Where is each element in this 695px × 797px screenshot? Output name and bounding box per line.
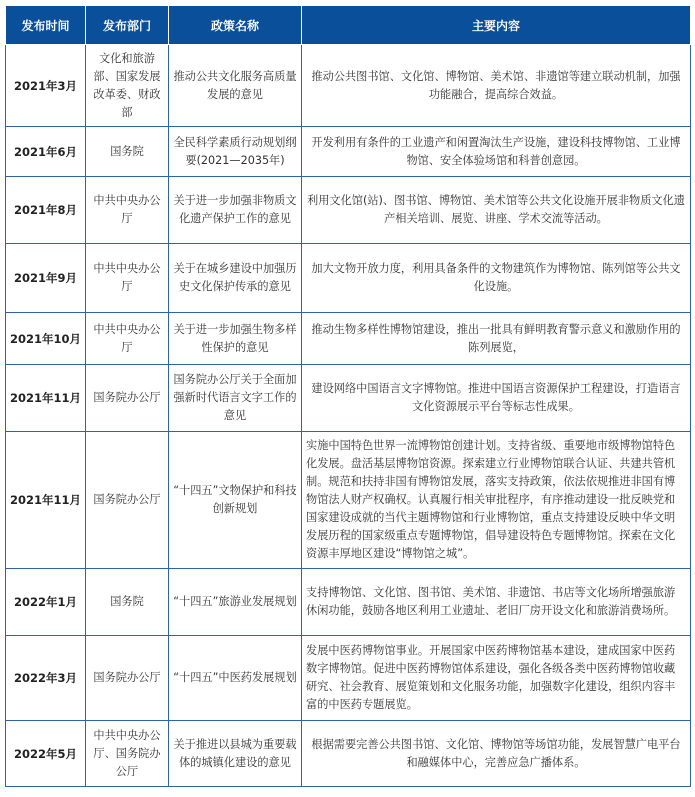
row-dept: 国务院办公厅 bbox=[86, 636, 169, 721]
row-policy-name: 关于在城乡建设中加强历史文化保护传承的意见 bbox=[169, 244, 302, 313]
row-policy-name: “十四五”中医药发展规划 bbox=[169, 636, 302, 721]
table-row bbox=[6, 244, 691, 313]
row-policy-name: 全民科学素质行动规划纲要(2021—2035年) bbox=[169, 127, 302, 177]
row-content: 支持博物馆、文化馆、图书馆、美术馆、非遗馆、书店等文化场所增强旅游休闲功能，鼓励各地区利用工业遗址、老旧厂房开设文化和旅游消费场所。 bbox=[302, 569, 691, 636]
row-policy-name: “十四五”文物保护和科技创新规划 bbox=[169, 432, 302, 569]
row-date: 2022年5月 bbox=[6, 721, 86, 787]
row-policy-name: 关于推进以县城为重要载体的城镇化建设的意见 bbox=[169, 721, 302, 787]
table-header-row bbox=[6, 6, 691, 45]
row-policy-name: 关于进一步加强生物多样性保护的意见 bbox=[169, 313, 302, 365]
row-date: 2021年3月 bbox=[6, 45, 86, 127]
table-row bbox=[6, 432, 691, 569]
row-date: 2021年6月 bbox=[6, 127, 86, 177]
row-policy-name: 关于进一步加强非物质文化遗产保护工作的意见 bbox=[169, 177, 302, 244]
table-row bbox=[6, 365, 691, 432]
row-date: 2021年8月 bbox=[6, 177, 86, 244]
table-row bbox=[6, 636, 691, 721]
table-row bbox=[6, 45, 691, 127]
row-date: 2021年11月 bbox=[6, 365, 86, 432]
row-dept: 中共中央办公厅 bbox=[86, 313, 169, 365]
row-dept: 文化和旅游部、国家发展改革委、财政部 bbox=[86, 45, 169, 127]
row-dept: 中共中央办公厅 bbox=[86, 177, 169, 244]
row-content: 建设网络中国语言文字博物馆。推进中国语言资源保护工程建设，打造语言文化资源展示平台等标志性成果。 bbox=[302, 365, 691, 432]
row-policy-name: 推动公共文化服务高质量发展的意见 bbox=[169, 45, 302, 127]
row-dept: 中共中央办公厅 bbox=[86, 244, 169, 313]
table-row bbox=[6, 127, 691, 177]
row-content: 利用文化馆(站)、图书馆、博物馆、美术馆等公共文化设施开展非物质文化遗产相关培训、展览、讲座、学术交流等活动。 bbox=[302, 177, 691, 244]
row-content: 开发利用有条件的工业遗产和闲置淘汰生产设施，建设科技博物馆、工业博物馆、安全体验场馆和科普创意园。 bbox=[302, 127, 691, 177]
header-dept: 发布部门 bbox=[86, 6, 169, 45]
table-row bbox=[6, 313, 691, 365]
policy-table bbox=[5, 5, 691, 787]
row-date: 2022年1月 bbox=[6, 569, 86, 636]
row-date: 2021年9月 bbox=[6, 244, 86, 313]
row-dept: 中共中央办公厅、国务院办公厅 bbox=[86, 721, 169, 787]
table-row bbox=[6, 569, 691, 636]
table-row bbox=[6, 177, 691, 244]
row-content: 发展中医药博物馆事业。开展国家中医药博物馆基本建设，建成国家中医药数字博物馆。促进中医药博物馆体系建设，强化各级各类中医药博物馆收藏研究、社会教育、展览策划和文化服务功能，加强数字化建设，组织内容丰富的中医药专题展览。 bbox=[302, 636, 691, 721]
row-date: 2021年10月 bbox=[6, 313, 86, 365]
row-date: 2022年3月 bbox=[6, 636, 86, 721]
header-content: 主要内容 bbox=[302, 6, 691, 45]
row-content: 根据需要完善公共图书馆、文化馆、博物馆等场馆功能，发展智慧广电平台和融媒体中心，完善应急广播体系。 bbox=[302, 721, 691, 787]
row-dept: 国务院办公厅 bbox=[86, 365, 169, 432]
row-content: 实施中国特色世界一流博物馆创建计划。支持省级、重要地市级博物馆特色化发展。盘活基层博物馆资源。探索建立行业博物馆联合认证、共建共管机制。规范和扶持非国有博物馆发展，落实支持政策，依法依规推进非国有博物馆法人财产权确权。认真履行相关审批程序，有序推动建设一批反映党和国家建设成就的当代主题博物馆和行业博物馆，重点支持建设反映中华文明发展历程的国家级重点专题博物馆，倡导建设特色专题博物馆。探索在文化资源丰厚地区建设“博物馆之城”。 bbox=[302, 432, 691, 569]
row-content: 推动生物多样性博物馆建设，推出一批具有鲜明教育警示意义和激励作用的陈列展览， bbox=[302, 313, 691, 365]
row-date: 2021年11月 bbox=[6, 432, 86, 569]
header-date: 发布时间 bbox=[6, 6, 86, 45]
row-content: 加大文物开放力度，利用具备条件的文物建筑作为博物馆、陈列馆等公共文化设施。 bbox=[302, 244, 691, 313]
row-dept: 国务院 bbox=[86, 569, 169, 636]
row-dept: 国务院办公厅 bbox=[86, 432, 169, 569]
row-policy-name: “十四五”旅游业发展规划 bbox=[169, 569, 302, 636]
table-row bbox=[6, 721, 691, 787]
header-name: 政策名称 bbox=[169, 6, 302, 45]
row-policy-name: 国务院办公厅关于全面加强新时代语言文字工作的意见 bbox=[169, 365, 302, 432]
row-content: 推动公共图书馆、文化馆、博物馆、美术馆、非遗馆等建立联动机制，加强功能融合，提高综合效益。 bbox=[302, 45, 691, 127]
row-dept: 国务院 bbox=[86, 127, 169, 177]
